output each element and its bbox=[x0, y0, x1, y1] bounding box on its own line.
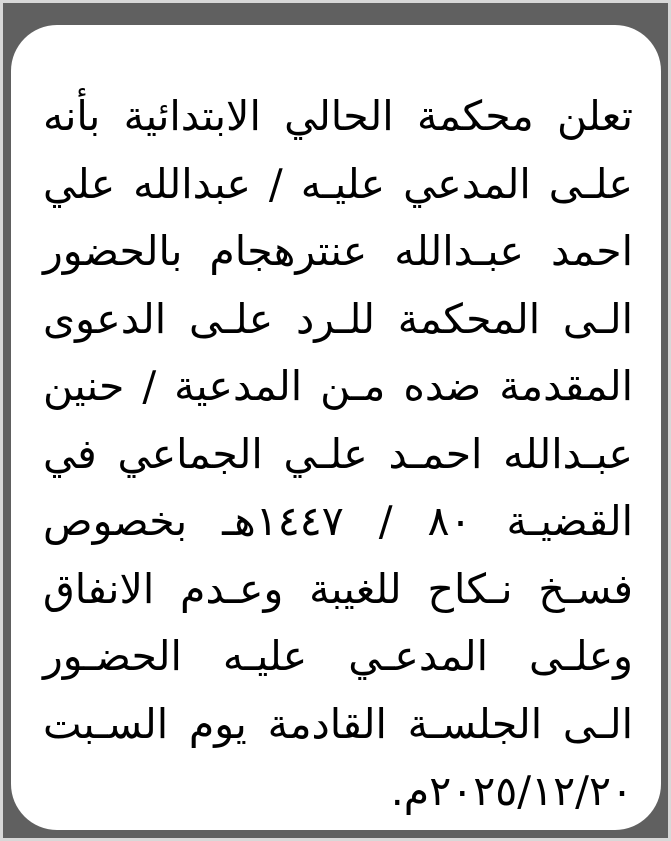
notice-line: فسـخ نـكاح للغيبة وعـدم الانفاق bbox=[43, 564, 633, 613]
notice-text bbox=[43, 83, 633, 826]
notice-line: القضيـة ٨٠ / ١٤٤٧هـ بخصوص bbox=[43, 497, 633, 545]
notice-card bbox=[11, 25, 661, 830]
notice-line: عبـدالله احمـد علـي الجماعي في bbox=[43, 429, 633, 478]
notice-line: علـى المدعي عليـه / عبدالله علي bbox=[43, 159, 633, 208]
notice-line: الـى الجلسـة القادمة يوم السـبت bbox=[43, 699, 633, 748]
notice-line: تعلن محكمة الحالي الابتدائية بأنه bbox=[43, 92, 633, 140]
notice-line: المقدمة ضده مـن المدعية / حنين bbox=[43, 362, 633, 410]
notice-date-line: ٢٠٢٥/١٢/٢٠م. bbox=[390, 767, 633, 815]
notice-frame bbox=[3, 3, 668, 838]
notice-line: احمد عبـدالله عنترهجام بالحضور bbox=[43, 227, 633, 275]
notice-line: وعلـى المدعـي عليـه الحضـور bbox=[43, 632, 633, 680]
notice-line: الـى المحكمة للـرد علـى الدعوى bbox=[43, 294, 633, 343]
